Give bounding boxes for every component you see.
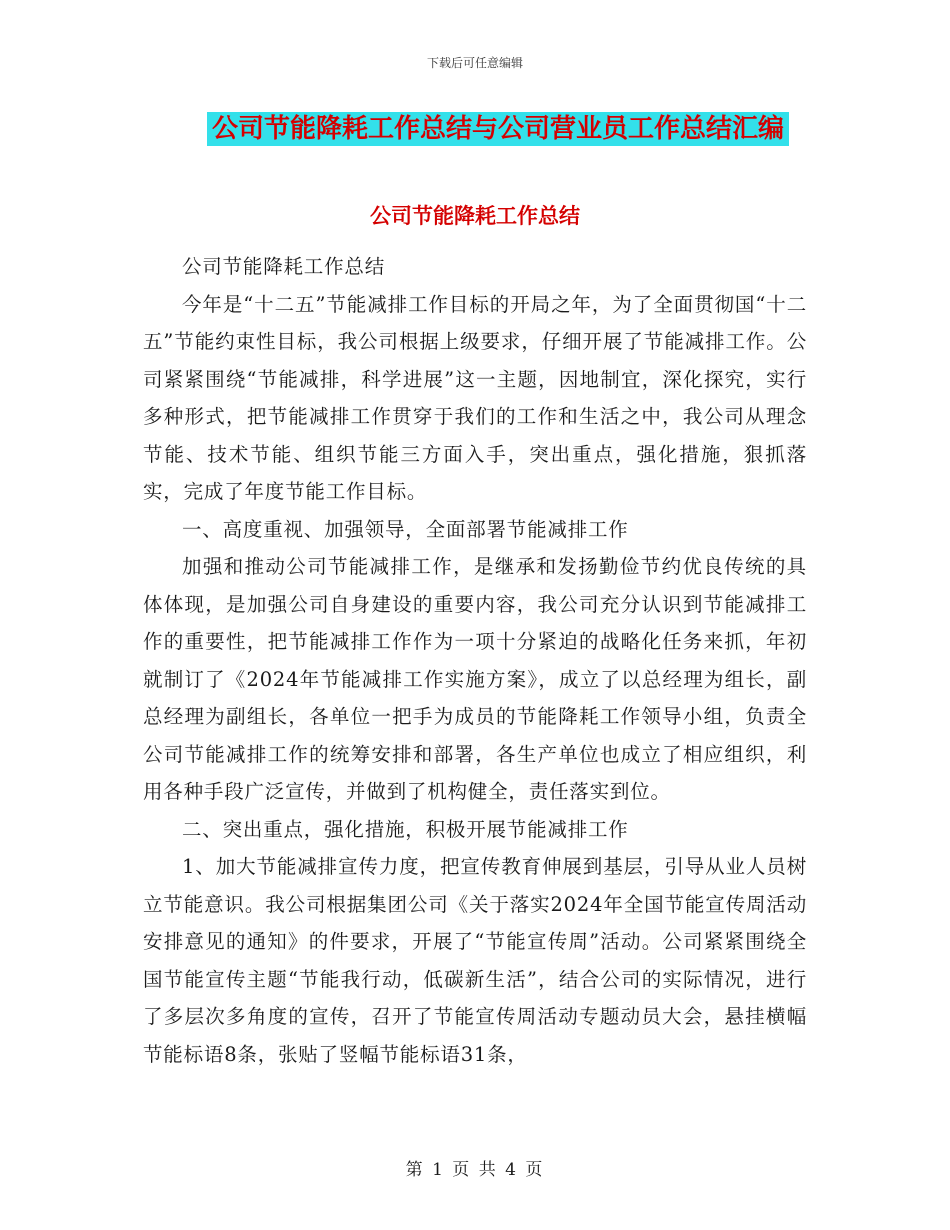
- document-main-title: 公司节能降耗工作总结与公司营业员工作总结汇编: [207, 112, 789, 146]
- header-note: 下载后可任意编辑: [426, 56, 523, 70]
- document-body: [143, 248, 807, 1073]
- page-footer: 第 1 页 共 4 页: [405, 1160, 545, 1180]
- paragraph-heading: 一、高度重视、加强领导，全面部署节能减排工作: [182, 517, 629, 541]
- paragraph: 加强和推动公司节能减排工作，是继承和发扬勤俭节约优良传统的具体体现，是加强公司自身建设的重要内容，我公司充分认识到节能减排工作的重要性，把节能减排工作作为一项十分紧迫的战略化任务来抓，年初就制订了《2024年节能减排工作实施方案》，成立了以总经理为组长，副总经理为副组长，各单位一把手为成员的节能降耗工作领导小组，负责全公司节能减排工作的统筹安排和部署，各生产单位也成立了相应组织，利用各种手段广泛宣传，并做到了机构健全，责任落实到位。: [143, 555, 807, 803]
- paragraph-heading: 二、突出重点，强化措施，积极开展节能减排工作: [182, 817, 629, 841]
- paragraph: 今年是“十二五”节能减排工作目标的开局之年，为了全面贯彻国“十二五”节能约束性目标，我公司根据上级要求，仔细开展了节能减排工作。公司紧紧围绕“节能减排，科学进展”这一主题，因地制宜，深化探究，实行多种形式，把节能减排工作贯穿于我们的工作和生活之中，我公司从理念节能、技术节能、组织节能三方面入手，突出重点，强化措施，狠抓落实，完成了年度节能工作目标。: [143, 292, 807, 503]
- section-title: 公司节能降耗工作总结: [370, 203, 580, 228]
- paragraph-heading: 公司节能降耗工作总结: [182, 255, 386, 278]
- paragraph: 1、加大节能减排宣传力度，把宣传教育伸展到基层，引导从业人员树立节能意识。我公司根据集团公司《关于落实2024年全国节能宣传周活动安排意见的通知》的件要求，开展了“节能宣传周”活动。公司紧紧围绕全国节能宣传主题“节能我行动，低碳新生活”，结合公司的实际情况，进行了多层次多角度的宣传，召开了节能宣传周活动专题动员大会，悬挂横幅节能标语8条，张贴了竖幅节能标语31条，: [143, 855, 807, 1066]
